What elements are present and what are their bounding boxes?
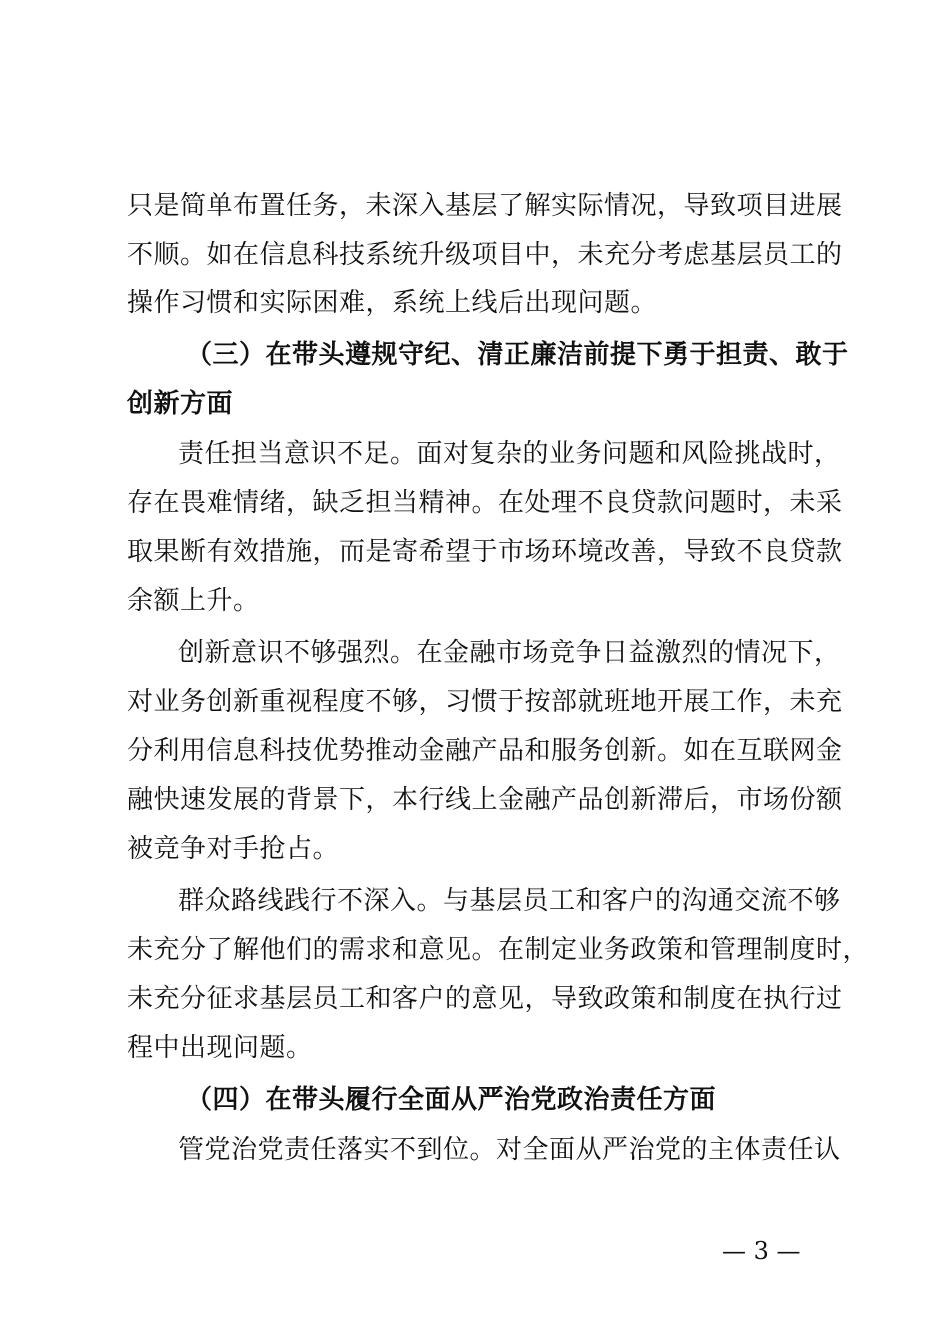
text-line-2: 不顺。如在信息科技系统升级项目中，未充分考虑基层员工的 — [127, 240, 843, 270]
text-line-13: 融快速发展的背景下，本行线上金融产品创新滞后，市场份额 — [127, 785, 843, 815]
text-line-7: 存在畏难情绪，缺乏担当精神。在处理不良贷款问题时，未采 — [127, 488, 843, 518]
text-line-20: 管党治党责任落实不到位。对全面从严治党的主体责任认 — [178, 1135, 841, 1165]
text-line-11: 对业务创新重视程度不够，习惯于按部就班地开展工作，未充 — [127, 687, 843, 717]
text-line-3: 操作习惯和实际困难，系统上线后出现问题。 — [127, 288, 658, 318]
text-line-10: 创新意识不够强烈。在金融市场竞争日益激烈的情况下， — [178, 638, 841, 668]
section-heading-3-continued: 创新方面 — [127, 389, 234, 419]
text-line-1: 只是简单布置任务，未深入基层了解实际情况，导致项目进展 — [127, 191, 843, 221]
text-line-9: 余额上升。 — [127, 586, 260, 616]
text-line-6: 责任担当意识不足。面对复杂的业务问题和风险挑战时， — [178, 439, 841, 469]
text-line-12: 分利用信息科技优势推动金融产品和服务创新。如在互联网金 — [127, 736, 843, 766]
text-line-15: 群众路线践行不深入。与基层员工和客户的沟通交流不够 — [178, 886, 841, 916]
text-line-14: 被竞争对手抢占。 — [127, 834, 340, 864]
text-line-8: 取果断有效措施，而是寄希望于市场环境改善，导致不良贷款 — [127, 537, 843, 567]
section-heading-3: （三）在带头遵规守纪、清正廉洁前提下勇于担责、敢于 — [186, 340, 849, 370]
page-number: — 3 — — [722, 1237, 801, 1265]
text-line-16: 未充分了解他们的需求和意见。在制定业务政策和管理制度时， — [127, 935, 870, 965]
section-heading-4: （四）在带头履行全面从严治党政治责任方面 — [186, 1085, 717, 1115]
text-line-18: 程中出现问题。 — [127, 1033, 313, 1063]
text-line-17: 未充分征求基层员工和客户的意见，导致政策和制度在执行过 — [127, 984, 843, 1014]
